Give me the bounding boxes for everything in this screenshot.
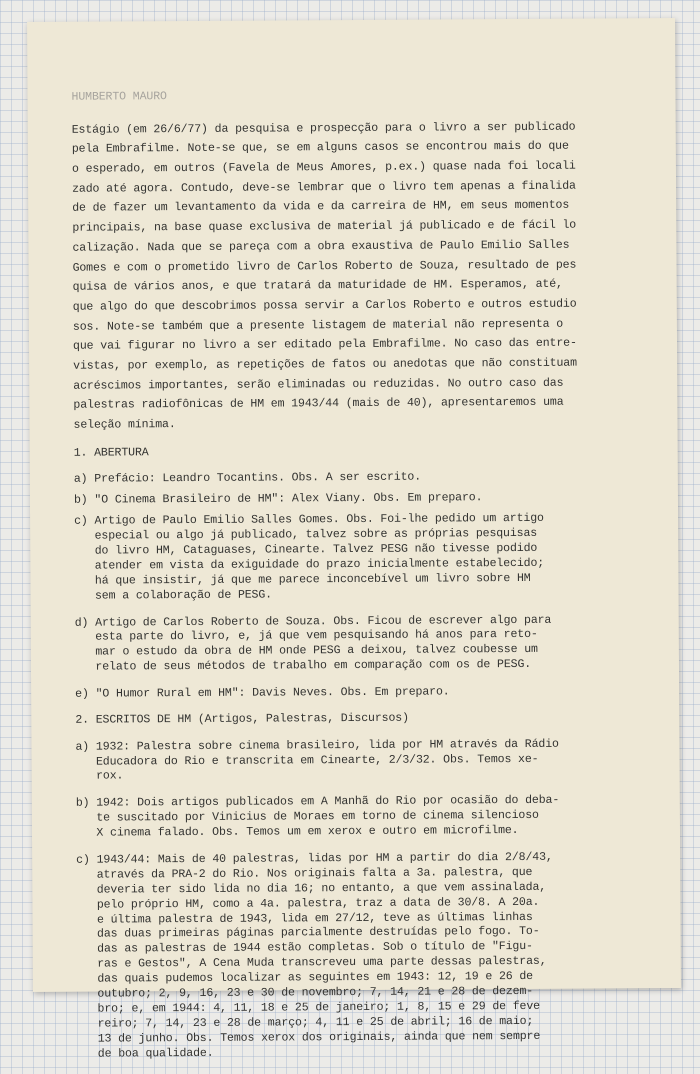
list-item-line: deveria ter sido lida no dia 16; no entanto, a que vem assinalada, [76,880,547,897]
list-item-line: d) Artigo de Carlos Roberto de Souza. Obs. Ficou de escrever algo para [74,613,552,630]
list-item-line: das as palestras de 1944 estão completas. Sob o título de "Figu- [76,940,533,957]
intro-line: que algo do que descobrimos possa servir a Carlos Roberto e outros estudio [72,297,577,314]
document-body [71,84,657,1074]
intro-line: calização. Nada que se pareça com a obra exaustiva de Paulo Emilio Salles [72,238,570,255]
list-item [74,511,655,604]
intro-line: Estágio (em 26/6/77) da pesquisa e prospecção para o livro a ser publicado [71,120,576,137]
list-item-line: através da PRA-2 do Rio. Nos originais falta a 3a. palestra, que [76,865,533,882]
intro-line: pela Embrafilme. Note-se que, se em alguns casos se encontrou mais do que [71,140,569,157]
list-item-line: sem a colaboração de PESG. [74,588,273,603]
list-item-line: outubro; 2, 9, 16, 23 e 30 de novembro; 7, 14, 21 e 28 de dezem- [76,984,534,1001]
list-item [76,850,657,1062]
intro-line: seleção mínima. [73,418,176,432]
intro-line: vistas, por exemplo, as repetições de fatos ou anedotas que não constituam [73,356,577,373]
intro-line: acréscimos importantes, serão eliminadas ou reduzidas. No outro caso das [73,376,564,393]
intro-line: quisa de vários anos, e que tratará da maturidade de HM. Esperamos, até, [72,277,563,294]
list-item-line: b) "O Cinema Brasileiro de HM": Alex Viany. Obs. Em preparo. [73,491,483,507]
list-item-line: atender em vista da exiguidade do prazo inicialmente estabelecido; [74,556,545,573]
list-item-line: de boa qualidade. [77,1046,214,1061]
intro-paragraph [72,117,654,436]
section-2-list [75,737,657,1062]
intro-line: Gomes e com o prometido livro de Carlos Roberto de Souza, resultado de pes [72,258,577,275]
list-item-line: Educadora do Rio e transcrita em Cinearte, 2/3/32. Obs. Temos xe- [75,752,539,769]
list-item-line: te suscitado por Vinicius de Moraes em torno de cinema silencioso [75,809,539,825]
author-heading: HUMBERTO MAURO [71,90,167,104]
list-item-line: reiro; 7, 14, 23 e 28 de março; 4, 11 e 25 de abril; 16 de maio; [77,1014,534,1031]
list-item-line: X cinema falado. Obs. Temos um em xerox e outro em microfilme. [75,824,519,840]
list-item-line: a) Prefácio: Leandro Tocantins. Obs. A ser escrito. [73,470,422,487]
section-1-list [74,470,655,703]
intro-line: sos. Note-se também que a presente listagem de material não representa o [72,317,564,334]
list-item [75,613,655,676]
list-item-line: 13 de junho. Obs. Temos xerox dos originais, ainda que nem sempre [77,1029,541,1046]
list-item-line: e última palestra de 1943, lida em 27/12, teve as últimas linhas [76,910,533,927]
intro-line: de de fazer um levantamento da vida e da carreira de HM, em seus momentos [72,199,570,216]
list-item [75,684,655,702]
list-item-line: c) 1943/44: Mais de 40 palestras, lidas por HM a partir do dia 2/8/43, [76,850,553,867]
list-item [74,490,654,508]
list-item-line: relato de seus métodos de trabalho em comparação com os de PESG. [74,658,532,674]
typewritten-page [27,18,681,1061]
section-2-title: 2. ESCRITOS DE HM (Artigos, Palestras, Discursos) [75,711,409,727]
list-item-line: mar o estudo da obra de HM onde PESG a deixou, talvez coubesse um [74,643,538,659]
intro-line: palestras radiofônicas de HM em 1943/44 (mais de 40), apresentaremos uma [73,396,564,413]
list-item-line: a) 1932: Palestra sobre cinema brasileiro, lida por HM através da Rádio [75,737,559,754]
intro-line: que vai figurar no livro a ser editado pela Embrafilme. No caso das entre- [72,336,577,353]
list-item-line: bro; e, em 1944: 4, 11, 18 e 25 de janeiro; 1, 8, 15 e 29 de feve [77,999,541,1016]
list-item-line: pelo próprio HM, como a 4a. palestra, traz a data de 30/8. A 20a. [76,895,540,912]
list-item-line: b) 1942: Dois artigos publicados em A Manhã do Rio por ocasião do deba- [75,794,560,811]
intro-line: zado até agora. Contudo, deve-se lembrar que o livro tem apenas a finalida [72,179,576,196]
list-item-line: das quais pudemos localizar as seguintes em 1943: 12, 19 e 26 de [76,970,534,986]
list-item-line: e) "O Humor Rural em HM": Davis Neves. Obs. Em preparo. [75,685,450,701]
list-item-line: ras e Gestos", A Cena Muda transcreveu uma parte dessas palestras, [76,955,547,971]
section-1-title: 1. ABERTURA [73,445,149,460]
intro-line: principais, na base quase exclusiva de material já publicado e de fácil lo [72,218,577,235]
intro-line: o esperado, em outros (Favela de Meus Amores, p.ex.) quase nada foi locali [71,159,576,176]
list-item-line: rox. [75,769,124,784]
list-item [74,470,654,488]
list-item-line: c) Artigo de Paulo Emilio Salles Gomes. Obs. Foi-lhe pedido um artigo [74,511,544,528]
list-item-line: há que insistir, já que me parece inconcebível um livro sobre HM [74,571,531,588]
list-item-line: das duas primeiras páginas parcialmente destruídas pelo fogo. To- [76,925,540,942]
list-item-line: especial ou algo já publicado, talvez sobre as próprias pesquisas [74,526,538,543]
list-item [76,793,656,841]
list-item-line: do livro HM, Cataguases, Cinearte. Talvez PESG não tivesse podido [74,541,538,558]
list-item-line: esta parte do livro, e, já que vem pesquisando há anos para reto- [74,628,538,645]
list-item [75,737,655,785]
